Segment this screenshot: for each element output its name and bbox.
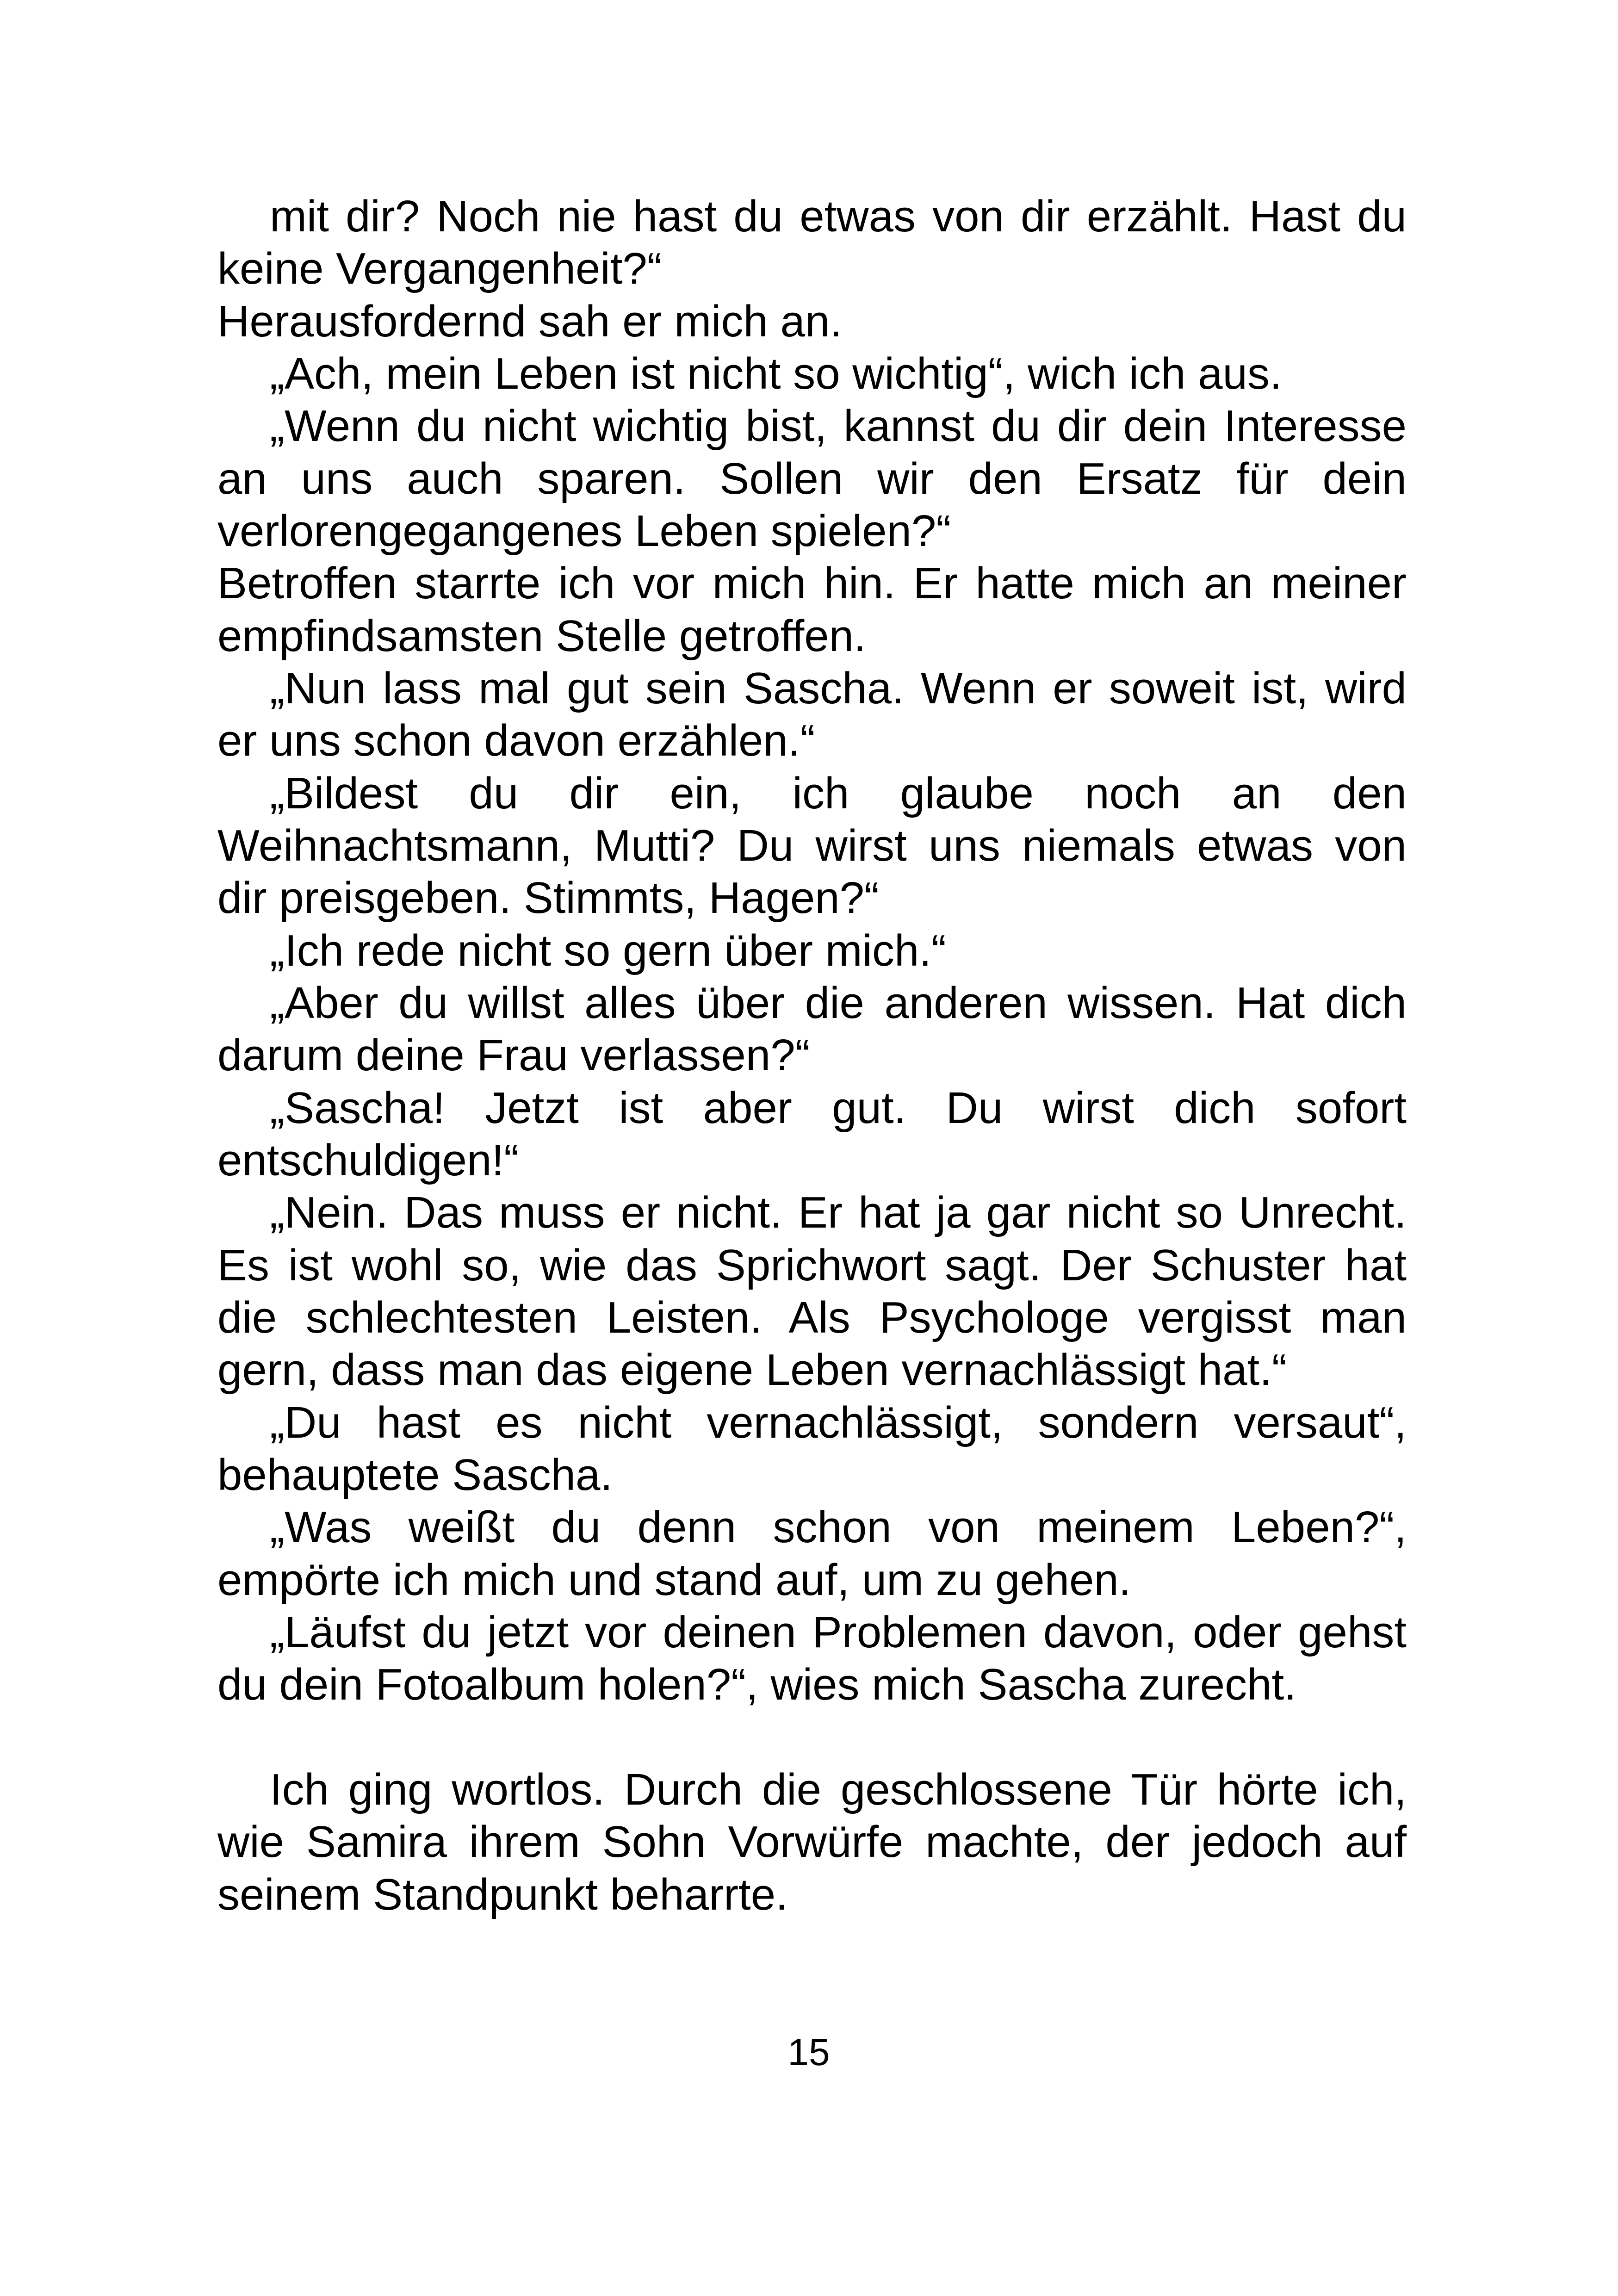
text-line: keine Vergangenheit?“ (217, 244, 662, 293)
text-line: Betroffen starrte ich vor mich hin. Er hatte mich an meiner (217, 558, 1407, 608)
text-line: wie Samira ihrem Sohn Vorwürfe machte, der jedoch auf (217, 1817, 1407, 1867)
text-line: gern, dass man das eigene Leben vernachlässigt hat.“ (217, 1345, 1287, 1395)
text-line: die schlechtesten Leisten. Als Psychologe vergisst man (217, 1293, 1407, 1342)
text-line: empfindsamsten Stelle getroffen. (217, 611, 866, 661)
text-line: empörte ich mich und stand auf, um zu gehen. (217, 1555, 1131, 1605)
text-line: „Nein. Das muss er nicht. Er hat ja gar nicht so Unrecht. (270, 1188, 1407, 1237)
text-line: behauptete Sascha. (217, 1450, 613, 1500)
text-line: Es ist wohl so, wie das Sprichwort sagt. Der Schuster hat (217, 1241, 1407, 1290)
text-line: verlorengegangenes Leben spielen?“ (217, 506, 951, 556)
text-line: „Aber du willst alles über die anderen wissen. Hat dich (270, 978, 1407, 1028)
text-line: du dein Fotoalbum holen?“, wies mich Sascha zurecht. (217, 1660, 1296, 1709)
text-line: entschuldigen!“ (217, 1136, 519, 1185)
text-line: „Bildest du dir ein, ich glaube noch an den (270, 769, 1407, 818)
text-line: Herausfordernd sah er mich an. (217, 297, 842, 346)
text-line: „Was weißt du denn schon von meinem Leben?“, (270, 1502, 1407, 1552)
text-line: seinem Standpunkt beharrte. (217, 1870, 788, 1919)
text-line: „Sascha! Jetzt ist aber gut. Du wirst dich sofort (270, 1083, 1407, 1133)
text-line: mit dir? Noch nie hast du etwas von dir erzählt. Hast du (270, 192, 1407, 241)
text-line: dir preisgeben. Stimmts, Hagen?“ (217, 873, 879, 923)
text-line: Ich ging wortlos. Durch die geschlossene Tür hörte ich, (270, 1765, 1407, 1814)
text-line: darum deine Frau verlassen?“ (217, 1030, 810, 1080)
text-line: Weihnachtsmann, Mutti? Du wirst uns niemals etwas von (217, 821, 1407, 870)
text-line: „Wenn du nicht wichtig bist, kannst du dir dein Interesse (270, 401, 1407, 451)
text-line: „Ach, mein Leben ist nicht so wichtig“, wich ich aus. (270, 349, 1282, 398)
page-number: 15 (787, 2031, 830, 2073)
text-line: an uns auch sparen. Sollen wir den Ersatz für dein (217, 454, 1407, 503)
text-line: er uns schon davon erzählen.“ (217, 716, 815, 765)
text-line: „Du hast es nicht vernachlässigt, sondern versaut“, (270, 1398, 1407, 1447)
text-line: „Nun lass mal gut sein Sascha. Wenn er soweit ist, wird (270, 664, 1407, 713)
text-line: „Ich rede nicht so gern über mich.“ (270, 926, 946, 975)
text-line: „Läufst du jetzt vor deinen Problemen davon, oder gehst (270, 1607, 1407, 1657)
